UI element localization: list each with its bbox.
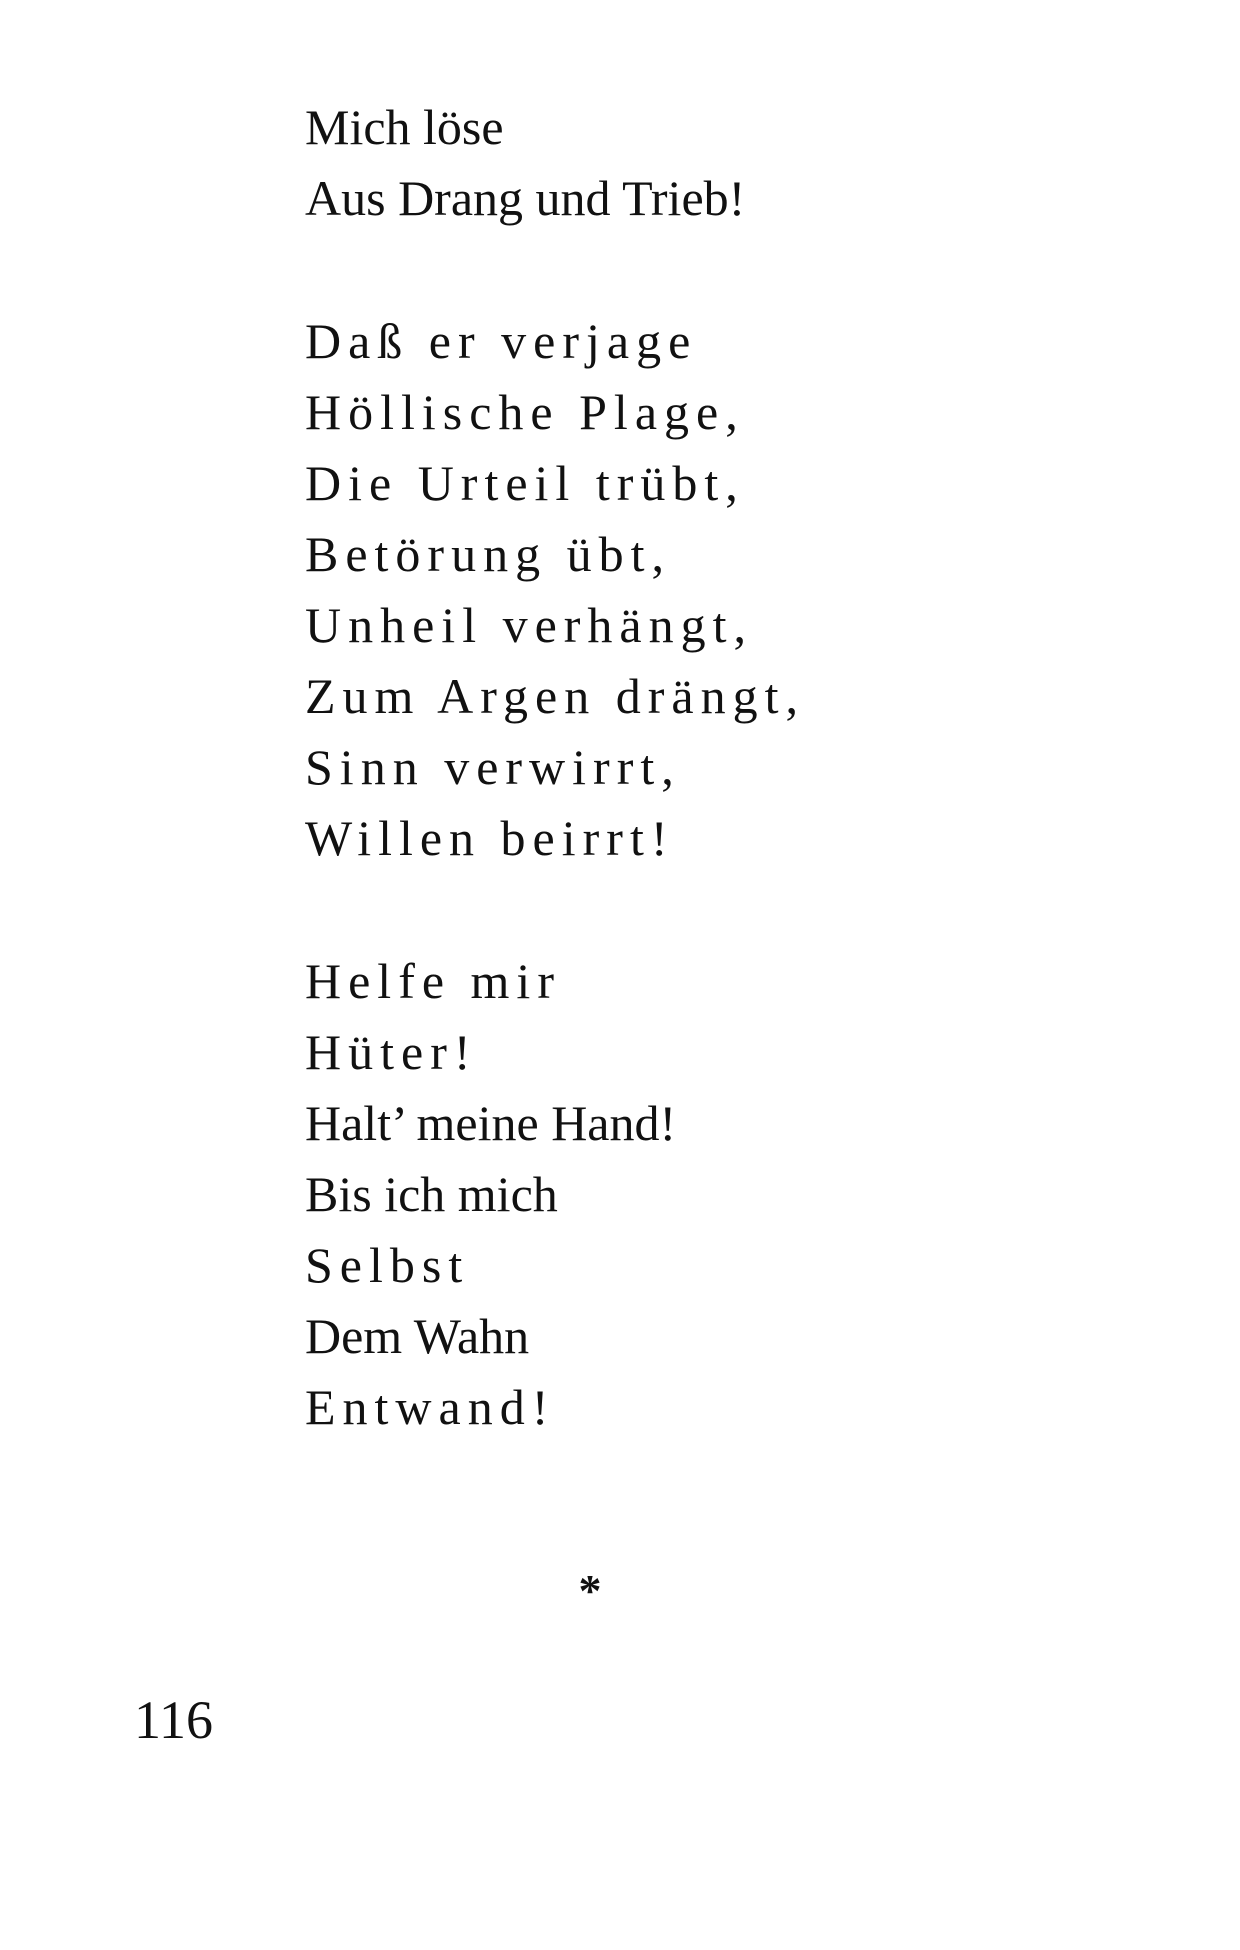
poem-line: Die Urteil trübt, <box>305 455 745 511</box>
stanza-3 <box>305 946 1065 1443</box>
poem-line: Daß er verjage <box>305 313 698 369</box>
page-number: 116 <box>134 1690 213 1750</box>
poem-line: Aus Drang und Trieb! <box>305 170 746 226</box>
poem-line: Unheil verhängt, <box>305 597 754 653</box>
poem-line: Bis ich mich <box>305 1166 558 1222</box>
asterisk-ornament: * <box>578 1565 602 1616</box>
stanza-1 <box>305 92 1065 234</box>
poem-line: Sinn verwirrt, <box>305 739 681 795</box>
poem-line: Betörung übt, <box>305 526 671 582</box>
poem-line: Halt’ meine Hand! <box>305 1095 677 1151</box>
stanza-2 <box>305 306 1065 874</box>
poem-line: Höllische Plage, <box>305 384 745 440</box>
poem-line: Entwand! <box>305 1379 556 1435</box>
poem-line: Mich löse <box>305 99 504 155</box>
poem <box>305 92 1065 1443</box>
poem-line: Hüter! <box>305 1024 478 1080</box>
poem-line: Willen beirrt! <box>305 810 675 866</box>
poem-line: Selbst <box>305 1237 470 1293</box>
poem-line: Dem Wahn <box>305 1308 530 1364</box>
poem-line: Helfe mir <box>305 953 561 1009</box>
poem-line: Zum Argen drängt, <box>305 668 805 724</box>
